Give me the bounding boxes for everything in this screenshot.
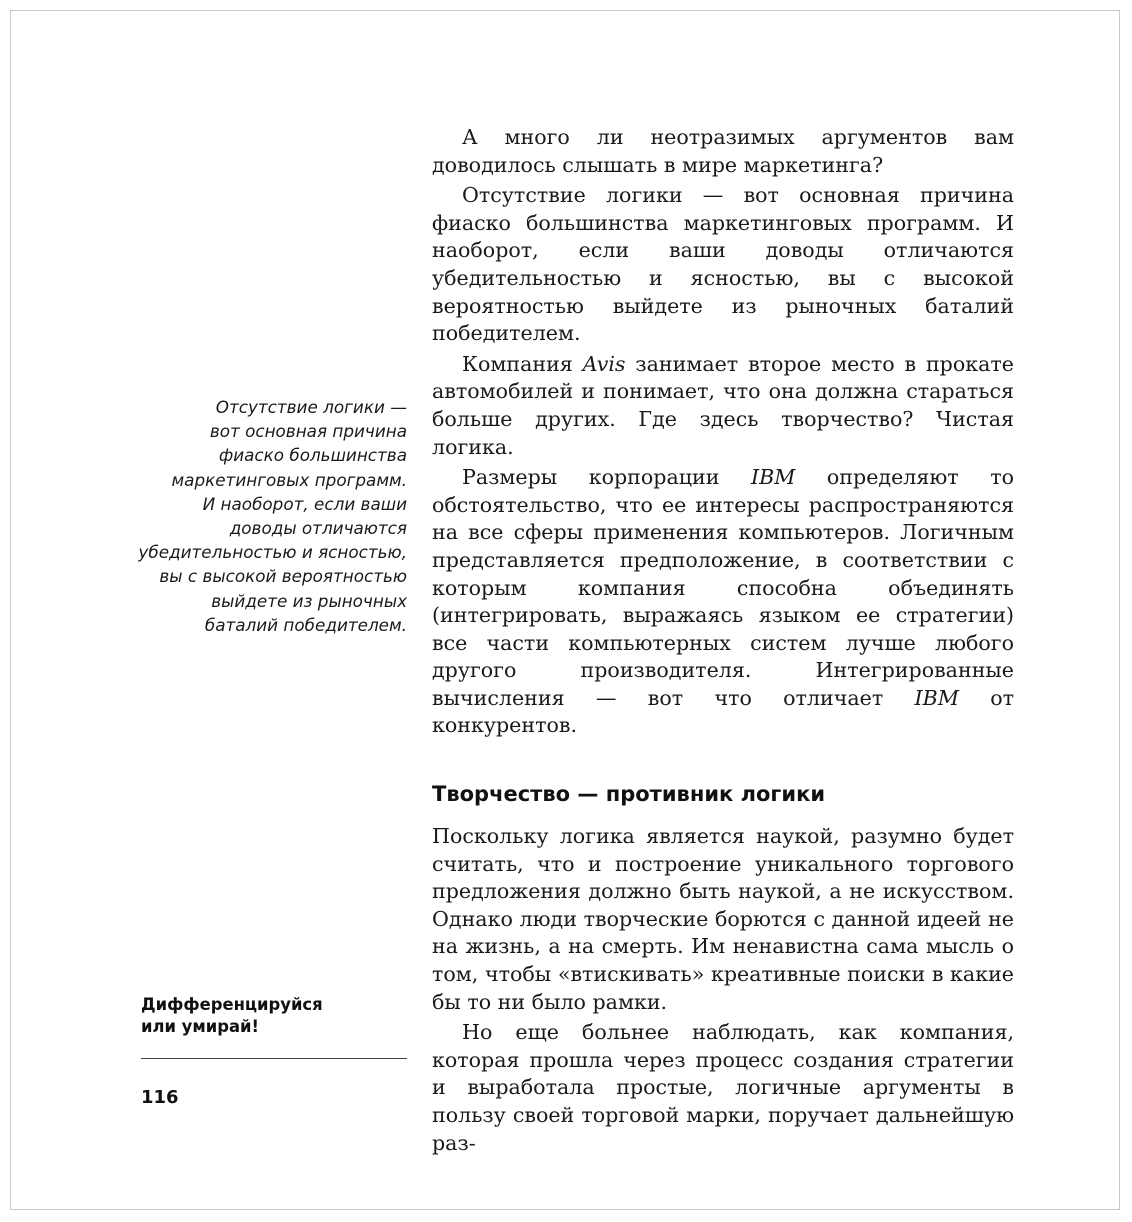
main-text-column xyxy=(432,124,1014,1157)
brand-ibm: IBM xyxy=(914,685,959,710)
paragraph-3-text-before: Компания xyxy=(462,351,583,376)
paragraph-4-text-middle: определяют то обстоятельство, что ее интересы распространяются на все сферы применения компьютеров. Логичным представляется предположение, в соответствии с которым компания способна объединять (интегрировать, выражаясь языком ее стратегии) все части компьютерных систем лучше любого другого производителя. Интегрированные вычисления — вот что отличает xyxy=(432,465,1014,710)
paragraph-4 xyxy=(432,464,1014,740)
running-title-line-1: Дифференцируйся xyxy=(141,995,323,1014)
running-title-line-2: или умирай! xyxy=(141,1017,259,1036)
brand-ibm: IBM xyxy=(750,465,796,490)
footer-divider xyxy=(141,1058,407,1059)
paragraph-2: Отсутствие логики — вот основная причина фиаско большинства маркетинговых программ. И наоборот, если ваши доводы отличаются убедительностью и ясностью, вы с высокой вероятностью выйдете из рыночных баталий победителем. xyxy=(432,183,1014,346)
paragraph-5: Поскольку логика является наукой, разумно будет считать, что и построение уникального торгового предложения должно быть наукой, а не искусством. Однако люди творческие борются с данной идеей не на жизнь, а на смерть. Им ненавистна сама мысль о том, чтобы «втискивать» креативные поиски в какие бы то ни было рамки. xyxy=(432,824,1014,1014)
pull-quote-line: выйдете из рыночных xyxy=(211,590,407,611)
pull-quote-line: убедительностью и ясностью, xyxy=(138,542,407,563)
running-title xyxy=(141,994,407,1038)
section-heading: Творчество — противник логики xyxy=(432,782,826,807)
page-number: 116 xyxy=(141,1087,179,1108)
paragraph-6: Но еще больнее наблюдать, как компания, которая прошла через процесс создания стратегии и выработала простые, логичные аргументы в пользу своей торговой марки, поручает дальнейшую раз- xyxy=(432,1020,1014,1155)
paragraph-4-text-before: Размеры корпорации xyxy=(462,465,751,490)
pull-quote xyxy=(111,395,407,637)
pull-quote-line: доводы отличаются xyxy=(229,518,407,539)
paragraph-1: А много ли неотразимых аргументов вам доводилось слышать в мире маркетинга? xyxy=(432,125,1014,177)
pull-quote-line: баталий победителем. xyxy=(204,614,407,635)
pull-quote-line: Отсутствие логики — xyxy=(215,397,407,417)
brand-avis: Avis xyxy=(582,351,626,376)
pull-quote-line: маркетинговых программ. xyxy=(171,469,407,490)
pull-quote-line: И наоборот, если ваши xyxy=(202,493,407,514)
pull-quote-line: вот основная причина xyxy=(209,421,407,442)
paragraph-4-text-after: от конкурентов. xyxy=(432,685,1014,738)
paragraph-3-text-after: занимает второе место в прокате автомобилей и понимает, что она должна стараться больше других. Где здесь творчество? Чистая логика. xyxy=(432,351,1014,459)
paragraph-3 xyxy=(432,351,1014,461)
pull-quote-line: вы с высокой вероятностью xyxy=(159,566,407,587)
pull-quote-line: фиаско большинства xyxy=(218,445,407,466)
